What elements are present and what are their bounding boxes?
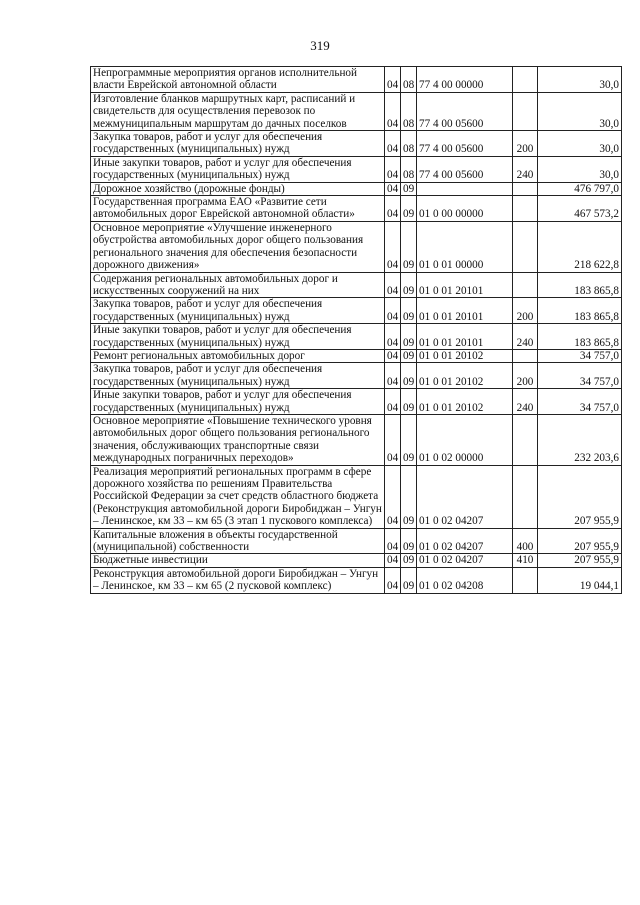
- row-subsection-code-cell: 08: [401, 67, 417, 93]
- row-section-code-cell: 04: [385, 196, 401, 222]
- table-row: [91, 67, 622, 93]
- table-row: [91, 182, 622, 195]
- row-amount-cell: 34 757,0: [538, 349, 622, 362]
- row-amount-cell: 232 203,6: [538, 414, 622, 465]
- row-subsection-code-cell: 09: [401, 324, 417, 350]
- row-amount-cell: 30,0: [538, 131, 622, 157]
- table-row: [91, 156, 622, 182]
- row-target-item-cell: 77 4 00 05600: [417, 131, 513, 157]
- row-name-cell: Закупка товаров, работ и услуг для обеспечения государственных (муниципальных) нужд: [91, 131, 385, 157]
- row-name-cell: Реализация мероприятий региональных программ в сфере дорожного хозяйства по решениям Правительства Российской Федерации за счет средств областного бюджета (Реконструкция автомобильной дороги Биробиджан – Унгун – Ленинское, км 33 – км 65 (3 этап 1 пускового комплекса): [91, 465, 385, 528]
- row-amount-cell: 207 955,9: [538, 554, 622, 567]
- table-row: [91, 221, 622, 272]
- row-expense-type-cell: 240: [513, 389, 538, 415]
- row-section-code-cell: 04: [385, 567, 401, 593]
- row-section-code-cell: 04: [385, 67, 401, 93]
- table-row: [91, 272, 622, 298]
- row-amount-cell: 183 865,8: [538, 324, 622, 350]
- row-target-item-cell: 01 0 00 00000: [417, 196, 513, 222]
- row-expense-type-cell: [513, 182, 538, 195]
- row-section-code-cell: 04: [385, 528, 401, 554]
- row-target-item-cell: 01 0 01 20102: [417, 349, 513, 362]
- table-row: [91, 324, 622, 350]
- row-target-item-cell: 01 0 02 04208: [417, 567, 513, 593]
- row-subsection-code-cell: 09: [401, 363, 417, 389]
- table-row: [91, 131, 622, 157]
- row-name-cell: Непрограммные мероприятия органов исполнительной власти Еврейской автономной области: [91, 67, 385, 93]
- row-name-cell: Государственная программа ЕАО «Развитие сети автомобильных дорог Еврейской автономной области»: [91, 196, 385, 222]
- row-expense-type-cell: 400: [513, 528, 538, 554]
- row-name-cell: Ремонт региональных автомобильных дорог: [91, 349, 385, 362]
- row-subsection-code-cell: 08: [401, 92, 417, 130]
- table-row: [91, 414, 622, 465]
- row-subsection-code-cell: 09: [401, 465, 417, 528]
- row-target-item-cell: 01 0 02 04207: [417, 528, 513, 554]
- row-amount-cell: 183 865,8: [538, 272, 622, 298]
- row-section-code-cell: 04: [385, 272, 401, 298]
- row-name-cell: Бюджетные инвестиции: [91, 554, 385, 567]
- row-target-item-cell: 01 0 02 00000: [417, 414, 513, 465]
- row-amount-cell: 19 044,1: [538, 567, 622, 593]
- table-row: [91, 196, 622, 222]
- page-number: 319: [310, 38, 330, 53]
- row-name-cell: Закупка товаров, работ и услуг для обеспечения государственных (муниципальных) нужд: [91, 298, 385, 324]
- row-section-code-cell: 04: [385, 414, 401, 465]
- row-subsection-code-cell: 09: [401, 554, 417, 567]
- table-row: [91, 349, 622, 362]
- row-subsection-code-cell: 09: [401, 349, 417, 362]
- row-expense-type-cell: 410: [513, 554, 538, 567]
- row-subsection-code-cell: 09: [401, 567, 417, 593]
- row-expense-type-cell: [513, 272, 538, 298]
- row-amount-cell: 207 955,9: [538, 528, 622, 554]
- row-expense-type-cell: [513, 67, 538, 93]
- row-subsection-code-cell: 08: [401, 156, 417, 182]
- row-section-code-cell: 04: [385, 389, 401, 415]
- row-amount-cell: 30,0: [538, 156, 622, 182]
- table-row: [91, 298, 622, 324]
- table-row: [91, 363, 622, 389]
- row-section-code-cell: 04: [385, 465, 401, 528]
- table-row: [91, 389, 622, 415]
- row-target-item-cell: [417, 182, 513, 195]
- row-section-code-cell: 04: [385, 363, 401, 389]
- row-subsection-code-cell: 09: [401, 298, 417, 324]
- row-subsection-code-cell: 09: [401, 196, 417, 222]
- row-target-item-cell: 01 0 01 20102: [417, 363, 513, 389]
- row-expense-type-cell: [513, 349, 538, 362]
- row-expense-type-cell: [513, 465, 538, 528]
- row-target-item-cell: 77 4 00 00000: [417, 67, 513, 93]
- row-amount-cell: 476 797,0: [538, 182, 622, 195]
- row-target-item-cell: 01 0 01 20101: [417, 298, 513, 324]
- row-target-item-cell: 01 0 01 20101: [417, 272, 513, 298]
- row-section-code-cell: 04: [385, 92, 401, 130]
- budget-table: [90, 66, 622, 594]
- row-section-code-cell: 04: [385, 349, 401, 362]
- row-name-cell: Капитальные вложения в объекты государственной (муниципальной) собственности: [91, 528, 385, 554]
- table-row: [91, 528, 622, 554]
- row-subsection-code-cell: 09: [401, 414, 417, 465]
- row-name-cell: Основное мероприятие «Повышение технического уровня автомобильных дорог общего пользования регионального значения, обслуживающих транспортные связи международных пограничных переходов»: [91, 414, 385, 465]
- row-section-code-cell: 04: [385, 298, 401, 324]
- row-target-item-cell: 77 4 00 05600: [417, 92, 513, 130]
- row-subsection-code-cell: 08: [401, 131, 417, 157]
- row-name-cell: Закупка товаров, работ и услуг для обеспечения государственных (муниципальных) нужд: [91, 363, 385, 389]
- row-amount-cell: 30,0: [538, 67, 622, 93]
- row-name-cell: Дорожное хозяйство (дорожные фонды): [91, 182, 385, 195]
- row-name-cell: Основное мероприятие «Улучшение инженерного обустройства автомобильных дорог общего пользования регионального значения для обеспечения безопасности дорожного движения»: [91, 221, 385, 272]
- row-amount-cell: 467 573,2: [538, 196, 622, 222]
- row-expense-type-cell: 200: [513, 298, 538, 324]
- table-row: [91, 465, 622, 528]
- table-row: [91, 554, 622, 567]
- row-target-item-cell: 01 0 01 00000: [417, 221, 513, 272]
- row-expense-type-cell: [513, 414, 538, 465]
- row-subsection-code-cell: 09: [401, 528, 417, 554]
- row-section-code-cell: 04: [385, 131, 401, 157]
- row-name-cell: Изготовление бланков маршрутных карт, расписаний и свидетельств для осуществления перевозок по межмуниципальным маршрутам до дачных поселков: [91, 92, 385, 130]
- row-subsection-code-cell: 09: [401, 389, 417, 415]
- row-expense-type-cell: [513, 92, 538, 130]
- row-amount-cell: 218 622,8: [538, 221, 622, 272]
- row-amount-cell: 34 757,0: [538, 389, 622, 415]
- row-target-item-cell: 01 0 02 04207: [417, 554, 513, 567]
- row-section-code-cell: 04: [385, 221, 401, 272]
- row-section-code-cell: 04: [385, 324, 401, 350]
- row-section-code-cell: 04: [385, 554, 401, 567]
- budget-table-body: [91, 67, 622, 594]
- row-subsection-code-cell: 09: [401, 182, 417, 195]
- row-expense-type-cell: [513, 221, 538, 272]
- row-amount-cell: 30,0: [538, 92, 622, 130]
- row-name-cell: Иные закупки товаров, работ и услуг для обеспечения государственных (муниципальных) нужд: [91, 389, 385, 415]
- row-amount-cell: 34 757,0: [538, 363, 622, 389]
- row-expense-type-cell: [513, 567, 538, 593]
- row-name-cell: Иные закупки товаров, работ и услуг для обеспечения государственных (муниципальных) нужд: [91, 324, 385, 350]
- row-target-item-cell: 01 0 01 20102: [417, 389, 513, 415]
- row-expense-type-cell: 200: [513, 131, 538, 157]
- row-expense-type-cell: 240: [513, 324, 538, 350]
- row-subsection-code-cell: 09: [401, 221, 417, 272]
- row-expense-type-cell: [513, 196, 538, 222]
- row-subsection-code-cell: 09: [401, 272, 417, 298]
- table-row: [91, 92, 622, 130]
- table-row: [91, 567, 622, 593]
- row-name-cell: Содержания региональных автомобильных дорог и искусственных сооружений на них: [91, 272, 385, 298]
- row-name-cell: Иные закупки товаров, работ и услуг для обеспечения государственных (муниципальных) нужд: [91, 156, 385, 182]
- row-amount-cell: 183 865,8: [538, 298, 622, 324]
- row-expense-type-cell: 240: [513, 156, 538, 182]
- row-name-cell: Реконструкция автомобильной дороги Биробиджан – Унгун – Ленинское, км 33 – км 65 (2 пусковой комплекс): [91, 567, 385, 593]
- row-expense-type-cell: 200: [513, 363, 538, 389]
- row-section-code-cell: 04: [385, 156, 401, 182]
- row-section-code-cell: 04: [385, 182, 401, 195]
- row-target-item-cell: 01 0 02 04207: [417, 465, 513, 528]
- row-target-item-cell: 77 4 00 05600: [417, 156, 513, 182]
- row-target-item-cell: 01 0 01 20101: [417, 324, 513, 350]
- row-amount-cell: 207 955,9: [538, 465, 622, 528]
